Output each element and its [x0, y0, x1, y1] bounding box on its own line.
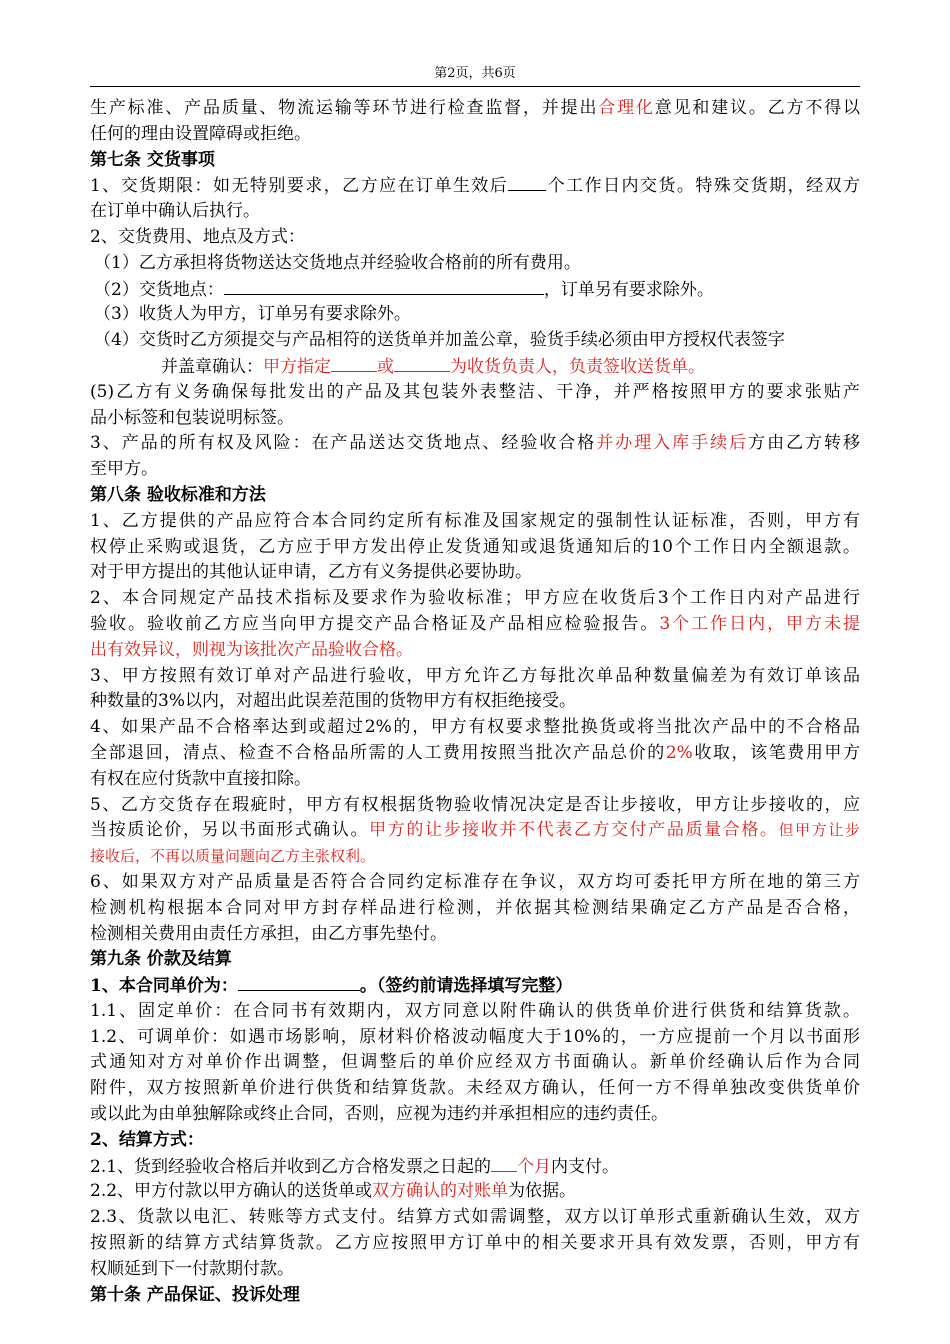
text-run: 种数量的3%以内，对超出此误差范围的货物甲方有权拒绝接受。	[90, 691, 576, 712]
text-line	[90, 560, 860, 586]
text-run: 至甲方。	[90, 459, 158, 480]
text-line	[90, 535, 860, 561]
text-line	[90, 638, 860, 664]
text-line	[90, 509, 860, 535]
text-run: 内支付。	[551, 1156, 620, 1177]
text-run: 3、甲方按照有效订单对产品进行验收，甲方允许乙方每批次单品种数量偏差为有效订单该品	[90, 665, 860, 686]
page-header	[90, 66, 860, 82]
text-run: 式通知对方对单价作出调整，但调整后的单价应经双方书面确认。新单价经确认后作为合同	[90, 1052, 860, 1073]
highlighted-text: 2%	[665, 742, 693, 763]
text-line	[90, 689, 860, 715]
text-run: 有权在应付货款中直接扣除。	[90, 768, 311, 789]
text-run: 2.1、货到经验收合格后并收到乙方合格发票之日起的	[90, 1156, 492, 1177]
text-run: 权停止采购或退货，乙方应于甲方发出停止发货通知或退货通知后的10个工作日内全额退款。	[90, 536, 860, 557]
text-line	[90, 277, 860, 303]
text-run: 验收。验收前乙方应当向甲方提交产品合格证及产品相应检验报告。	[90, 613, 660, 634]
text-line	[90, 1154, 860, 1180]
text-run: 生产标准、产品质量、物流运输等环节进行检查监督，并提出	[90, 98, 599, 118]
blank-field	[238, 973, 360, 991]
contract-body	[90, 96, 860, 1308]
section-heading	[90, 973, 860, 999]
highlighted-text: 出有效异议，则视为该批次产品验收合格。	[90, 639, 413, 660]
text-line	[90, 1179, 860, 1205]
text-run: ，订单另有要求除外。	[543, 279, 714, 300]
text-line	[90, 896, 860, 922]
highlighted-text: 合理化	[598, 98, 655, 118]
text-run: 按照新的结算方式结算货款。乙方应按照甲方订单中的相关要求开具有效发票，否则，甲方有	[90, 1233, 860, 1254]
text-run: 收取，该笔费用甲方	[692, 742, 861, 763]
text-run: 当按质论价，另以书面形式确认。	[90, 820, 370, 841]
text-line	[90, 922, 860, 948]
text-run: 1.1、固定单价：在合同书有效期内，双方同意以附件确认的供货单价进行供货和结算货款。	[90, 1000, 860, 1021]
text-line	[90, 302, 860, 328]
text-run: 对于甲方提出的其他认证申请，乙方有义务提供必要协助。	[90, 562, 532, 583]
text-run: 个工作日内交货。特殊交货期，经双方	[546, 176, 860, 197]
text-run: 2、本合同规定产品技术指标及要求作为验收标准；甲方应在收货后3个工作日内对产品进行	[90, 588, 860, 609]
text-line	[90, 457, 860, 483]
text-run: 2.3、货款以电汇、转账等方式支付。结算方式如需调整，双方以订单形式重新确认生效，双方	[90, 1207, 860, 1228]
text-line	[90, 328, 860, 354]
text-line	[90, 844, 860, 870]
text-run: 或以此为由单独解除或终止合同，否则，应视为违约并承担相应的违约责任。	[90, 1104, 668, 1125]
text-run: 并盖章确认：	[161, 356, 263, 377]
text-line	[90, 818, 860, 844]
text-run: （2）交货地点：	[94, 279, 224, 300]
highlighted-text: 或	[377, 356, 394, 377]
text-line	[90, 715, 860, 741]
text-line	[90, 380, 860, 406]
highlighted-text: 甲方的让步接收并不代表乙方交付产品质量合格。	[369, 820, 779, 841]
text-line	[90, 612, 860, 638]
text-line	[90, 664, 860, 690]
text-run: 5、乙方交货存在瑕疵时，甲方有权根据货物验收情况决定是否让步接收，甲方让步接收的，应	[90, 794, 860, 815]
text-run: 第八条 验收标准和方法	[90, 484, 266, 505]
section-heading	[90, 947, 860, 973]
text-run: 1、交货期限：如无特别要求，乙方应在订单生效后	[90, 176, 509, 197]
text-run: 在订单中确认后执行。	[90, 201, 260, 222]
text-run: (5)乙方有义务确保每批发出的产品及其包装外表整洁、干净，并严格按照甲方的要求张贴产	[90, 381, 860, 402]
text-run: 1、乙方提供的产品应符合本合同约定所有标准及国家规定的强制性认证标准，否则，甲方有	[90, 510, 860, 531]
text-run: 意见和建议。乙方不得以	[654, 98, 861, 118]
text-run: 附件，双方按照新单价进行供货和结算货款。未经双方确认，任何一方不得单独改变供货单价	[90, 1078, 860, 1099]
highlighted-text: 为收货负责人，负责签收送货单。	[450, 356, 705, 377]
highlighted-text: 甲方指定	[263, 356, 331, 377]
highlighted-text: 接收后，不再以质量问题向乙方主张权利。	[90, 847, 376, 866]
text-line	[90, 999, 860, 1025]
text-run: （4）交货时乙方须提交与产品相符的送货单并加盖公章，验货手续必须由甲方授权代表签字	[94, 330, 785, 351]
text-run: 权顺延到下一付款期付款。	[90, 1258, 294, 1279]
text-run: 第十条 产品保证、投诉处理	[90, 1284, 300, 1305]
text-line	[90, 1050, 860, 1076]
highlighted-text: 个月	[517, 1156, 552, 1177]
section-heading	[90, 148, 860, 174]
text-line	[90, 431, 860, 457]
text-line	[90, 741, 860, 767]
text-run: （1）乙方承担将货物送达交货地点并经验收合格前的所有费用。	[94, 252, 581, 273]
text-run: 品小标签和包装说明标签。	[90, 407, 294, 428]
section-heading	[90, 483, 860, 509]
text-line	[90, 1102, 860, 1128]
text-line	[90, 354, 860, 380]
text-run: 为依据。	[508, 1181, 577, 1202]
text-line	[90, 793, 860, 819]
page-number: 第2页，共6页	[434, 66, 516, 81]
text-line	[90, 1231, 860, 1257]
text-line	[90, 586, 860, 612]
text-line	[90, 96, 860, 122]
section-heading	[90, 1283, 860, 1309]
text-run: 全部退回，清点、检查不合格品所需的人工费用按照当批次产品总价的	[90, 742, 666, 763]
blank-field	[491, 1154, 517, 1172]
highlighted-text: 双方确认的对账单	[372, 1181, 509, 1202]
text-run: （3）收货人为甲方，订单另有要求除外。	[94, 304, 411, 325]
text-line	[90, 251, 860, 277]
text-run: 方由乙方转移	[748, 433, 861, 454]
text-line	[90, 1205, 860, 1231]
blank-field	[394, 354, 450, 372]
text-run: 。（签约前请选择填写完整）	[359, 976, 573, 997]
highlighted-text: 但甲方让步	[778, 821, 860, 840]
text-run: 2.2、甲方付款以甲方确认的送货单或	[90, 1181, 373, 1202]
highlighted-text: 并办理入库手续后	[596, 433, 749, 454]
text-run: 检测机构根据本合同对甲方封存样品进行检测，并依据其检测结果确定乙方产品是否合格，	[90, 897, 860, 918]
header-divider	[90, 86, 860, 87]
text-run: 第七条 交货事项	[90, 149, 215, 170]
text-run: 6、如果双方对产品质量是否符合合同约定标准存在争议，双方均可委托甲方所在地的第三方	[90, 871, 860, 892]
text-run: 2、交货费用、地点及方式：	[90, 226, 305, 247]
text-run: 1、本合同单价为：	[90, 976, 238, 997]
text-run: 第九条 价款及结算	[90, 949, 232, 970]
text-line	[90, 1076, 860, 1102]
text-line	[90, 122, 860, 148]
text-run: 检测相关费用由责任方承担，由乙方事先垫付。	[90, 923, 447, 944]
blank-field	[224, 277, 544, 295]
text-line	[90, 870, 860, 896]
text-line	[90, 199, 860, 225]
text-run: 4、如果产品不合格率达到或超过2%的，甲方有权要求整批换货或将当批次产品中的不合格品	[90, 717, 860, 738]
text-run: 1.2、可调单价：如遇市场影响，原材料价格波动幅度大于10%的，一方应提前一个月以书面形	[90, 1026, 860, 1047]
text-line	[90, 1025, 860, 1051]
text-line	[90, 406, 860, 432]
section-heading	[90, 1128, 860, 1154]
highlighted-text: 3个工作日内，甲方未提	[659, 613, 860, 634]
text-run: 2、结算方式：	[90, 1129, 204, 1150]
text-line	[90, 1257, 860, 1283]
blank-field	[508, 173, 546, 191]
text-line	[90, 225, 860, 251]
blank-field	[331, 354, 377, 372]
text-run: 任何的理由设置障碍或拒绝。	[90, 123, 311, 144]
text-run: 3、产品的所有权及风险：在产品送达交货地点、经验收合格	[90, 433, 597, 454]
text-line	[90, 173, 860, 199]
text-line	[90, 767, 860, 793]
